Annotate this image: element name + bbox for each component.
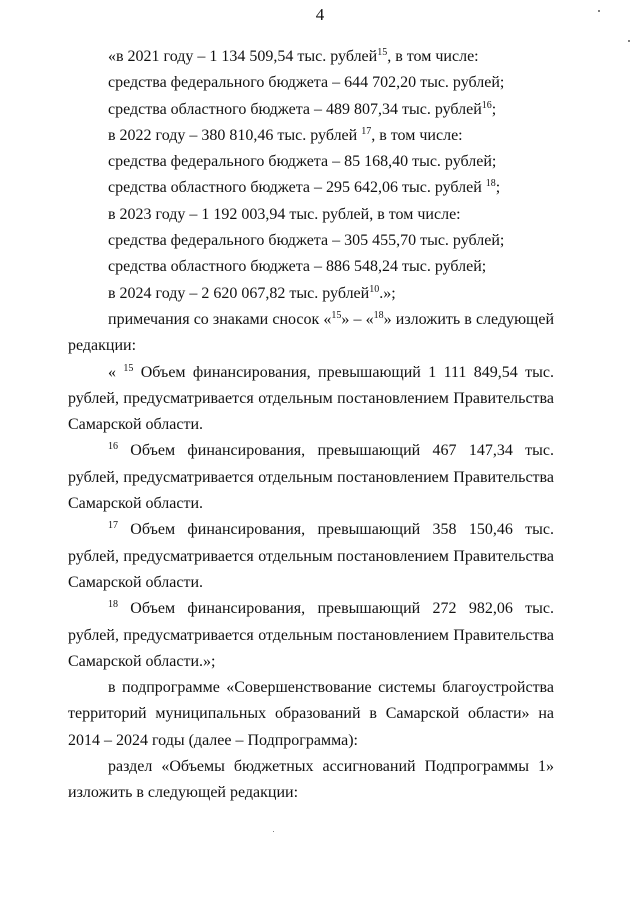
funding-line: средства областного бюджета – 489 807,34 тыс. рублей$^{16}$; [108, 99, 497, 118]
funding-line: средства федерального бюджета – 85 168,40 тыс. рублей; [108, 153, 497, 171]
scan-speck [273, 831, 274, 832]
footnote-16: $^{16}$ Объем финансирования, превышающий 467 147,34 тыс. рублей, предусматривается отдельным постановлением Правительства Самарской области. [68, 441, 554, 513]
section-paragraph: раздел «Объемы бюджетных ассигнований Подпрограммы 1» изложить в следующей редакции: [68, 758, 554, 802]
funding-line: в 2023 году – 1 192 003,94 тыс. рублей, в том числе: [108, 205, 461, 223]
scan-speck [628, 40, 630, 42]
page-number: 4 [315, 5, 325, 24]
document-body [68, 44, 554, 807]
funding-line: средства областного бюджета – 295 642,06 тыс. рублей $^{18}$; [108, 178, 501, 197]
subprogram-paragraph: в подпрограмме «Совершенствование системы благоустройства территорий муниципальных образований в Самарской области» на 2014 – 2024 годы (далее – Подпрограмма): [68, 679, 554, 749]
funding-line: средства федерального бюджета – 305 455,70 тыс. рублей; [108, 232, 505, 250]
funding-line: средства федерального бюджета – 644 702,20 тыс. рублей; [108, 74, 505, 92]
notes-intro: примечания со знаками сносок «$^{15}$» – «$^{18}$» изложить в следующей редакции: [68, 309, 555, 355]
funding-line: в 2024 году – 2 620 067,82 тыс. рублей$^{10}$.»; [108, 283, 396, 302]
footnote-18: $^{18}$ Объем финансирования, превышающий 272 982,06 тыс. рублей, предусматривается отдельным постановлением Правительства Самарской области.»; [68, 599, 554, 670]
funding-line: в 2022 году – 380 810,46 тыс. рублей $^{17}$, в том числе: [108, 125, 463, 144]
footnote-15: « $^{15}$ Объем финансирования, превышающий 1 111 849,54 тыс. рублей, предусматривается отдельным постановлением Правительства Самарской области. [68, 362, 554, 434]
funding-line: средства областного бюджета – 886 548,24 тыс. рублей; [108, 258, 487, 276]
funding-line: «в 2021 году – 1 134 509,54 тыс. рублей$^{15}$, в том числе: [108, 47, 479, 65]
funding-lines [68, 44, 554, 307]
scan-speck [598, 10, 600, 12]
footnote-17: $^{17}$ Объем финансирования, превышающий 358 150,46 тыс. рублей, предусматривается отдельным постановлением Правительства Самарской области. [68, 520, 554, 591]
